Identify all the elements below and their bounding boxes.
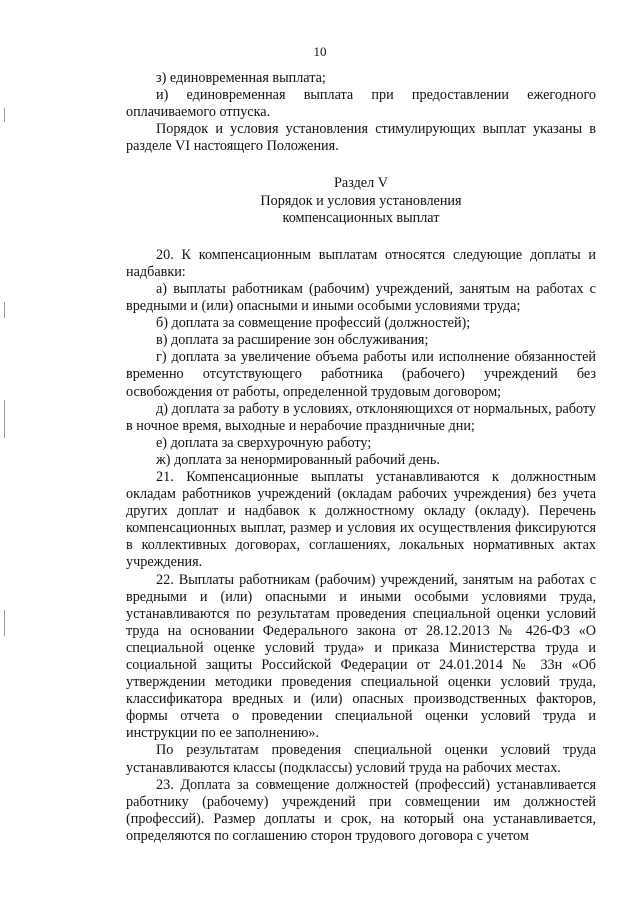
paragraph: 22. Выплаты работникам (рабочим) учреждений, занятым на работах с вредными и (или) опасными и иными особыми условиями труда, устанавливаются по результатам проведения специальной оценки условий труда на основании Федерального закона от 28.12.2013 № 426-ФЗ «О специальной оценке условий труда» и приказа Министерства труда и социальной защиты Российской Федерации от 24.01.2014 № 33н «Об утверждении методики проведения специальной оценки условий труда, классификатора вредных и (или) опасных производственных факторов, формы отчета о проведении специальной оценки условий труда и инструкции по ее заполнению». (126, 571, 596, 742)
list-item: ж) доплата за ненормированный рабочий день. (156, 451, 440, 468)
page-number: 10 (313, 44, 327, 59)
scan-margin-mark (4, 610, 5, 636)
scan-margin-mark (4, 400, 5, 438)
list-item: а) выплаты работникам (рабочим) учреждений, занятым на работах с вредными и (или) опасными и иными особыми условиями труда; (126, 280, 596, 315)
section-subtitle: Порядок и условия установления (260, 192, 462, 209)
paragraph: По результатам проведения специальной оценки условий труда устанавливаются классы (подклассы) условий труда на рабочих местах. (126, 742, 596, 776)
list-item: з) единовременная выплата; (156, 70, 326, 86)
document-body (126, 70, 596, 845)
list-item: и) единовременная выплата при предоставлении ежегодного оплачиваемого отпуска. (126, 87, 596, 121)
paragraph: 20. К компенсационным выплатам относятся следующие доплаты и надбавки: (126, 246, 596, 280)
paragraph: 23. Доплата за совмещение должностей (профессий) устанавливается работнику (рабочему) учреждений при совмещении им должностей (профессий). Размер доплаты и срок, на который она устанавливается, определяются по соглашению сторон трудового договора с учетом (126, 776, 596, 844)
list-item: б) доплата за совмещение профессий (должностей); (156, 315, 471, 332)
scan-margin-mark (4, 108, 5, 122)
list-item: г) доплата за увеличение объема работы или исполнение обязанностей временно отсутствующего работника (рабочего) учреждений без освобождения от работы, определенной трудовым договором; (126, 349, 596, 400)
list-item: е) доплата за сверхурочную работу; (156, 434, 372, 451)
scan-margin-mark (4, 302, 5, 318)
paragraph: Порядок и условия установления стимулирующих выплат указаны в разделе VI настоящего Положения. (126, 121, 596, 155)
list-item: д) доплата за работу в условиях, отклоняющихся от нормальных, работу в ночное время, выходные и нерабочие праздничные дни; (126, 400, 596, 434)
paragraph: 21. Компенсационные выплаты устанавливаются к должностным окладам работников учреждений (окладам рабочих учреждения) без учета других доплат и надбавок к должностному окладу (окладу). Перечень компенсационных выплат, размер и условия их осуществления фиксируются в коллективных договорах, соглашениях, локальных нормативных актах учреждения. (126, 468, 596, 571)
section-subtitle: компенсационных выплат (282, 209, 440, 226)
list-item: в) доплата за расширение зон обслуживания; (156, 332, 429, 349)
section-title: Раздел V (334, 175, 388, 192)
